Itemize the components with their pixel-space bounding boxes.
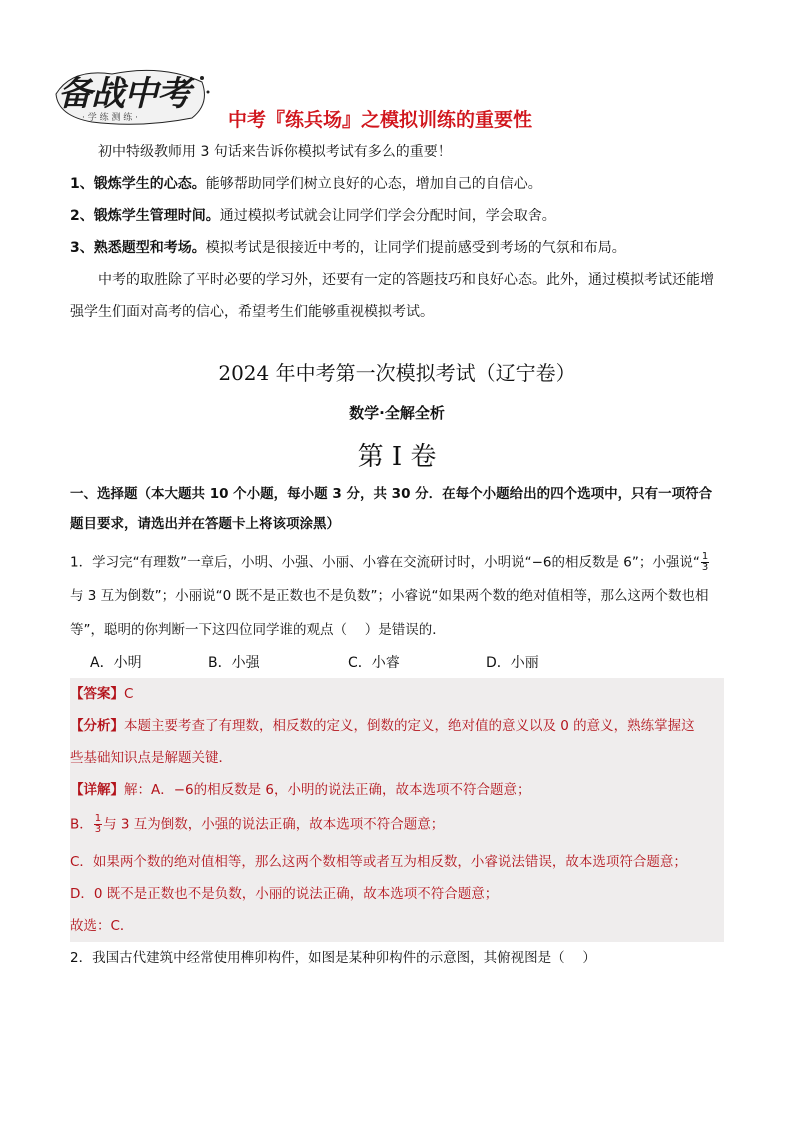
q1-line1-text: 1．学习完“有理数”一章后，小明、小强、小丽、小睿在交流研讨时，小明说“−6的相反数是 6”；小强说“ — [70, 554, 700, 571]
fraction-numerator: 1 — [701, 551, 709, 562]
answer-line — [70, 684, 133, 704]
logo — [52, 64, 212, 128]
detail-line-a — [70, 780, 531, 800]
detail-b-text: 与 3 互为倒数，小强的说法正确，故本选项不符合题意； — [103, 816, 445, 833]
analysis-line2: 些基础知识点是解题关键． — [70, 750, 232, 766]
promo-point-head: 2、锻炼学生管理时间。 — [70, 208, 220, 224]
promo-point-3 — [70, 238, 626, 258]
promo-outro-line1: 中考的取胜除了平时必要的学习外，还要有一定的答题技巧和良好心态。此外，通过模拟考试还能增 — [98, 272, 714, 288]
promo-point-head: 3、熟悉题型和考场。 — [70, 240, 206, 256]
analysis-label: 【分析】 — [70, 718, 124, 734]
promo-point-body: 通过模拟考试就会让同学们学会分配时间，学会取舍。 — [219, 208, 556, 224]
exam-subject: 数学·全解全析 — [349, 404, 445, 422]
section1-line2: 题目要求，请选出并在答题卡上将该项涂黑） — [70, 516, 340, 532]
detail-line-c: C．如果两个数的绝对值相等，那么这两个数相等或者互为相反数，小睿说法错误，故本选项符合题意； — [70, 854, 687, 870]
detail-text: 解：A．−6的相反数是 6，小明的说法正确，故本选项不符合题意； — [124, 782, 531, 798]
fraction-denominator: 3 — [701, 562, 709, 573]
exam-title: 2024 年中考第一次模拟考试（辽宁卷） — [218, 361, 576, 385]
q2-text: 2．我国古代建筑中经常使用榫卯构件，如图是某种卯构件的示意图，其俯视图是（ ） — [70, 950, 596, 966]
q1-option-b[interactable]: B．小强 — [208, 655, 260, 671]
detail-b-prefix: B． — [70, 816, 93, 833]
fraction-denominator: 3 — [94, 824, 102, 835]
q1-option-c[interactable]: C．小睿 — [348, 655, 400, 671]
logo-text: 备战中考 — [58, 74, 190, 114]
answer-value: C — [124, 686, 134, 702]
detail-line-d: D．0 既不是正数也不是负数，小丽的说法正确，故本选项不符合题意； — [70, 886, 499, 902]
promo-point-body: 能够帮助同学们树立良好的心态，增加自己的自信心。 — [205, 176, 542, 192]
promo-outro-line2: 强学生们面对高考的信心，希望考生们能够重视模拟考试。 — [70, 304, 434, 320]
q1-option-d[interactable]: D．小丽 — [486, 655, 539, 671]
logo-subtext: · 学 练 测 练 · — [82, 113, 139, 123]
detail-line-b — [70, 814, 444, 835]
answer-label: 【答案】 — [70, 686, 124, 702]
promo-title: 中考『练兵场』之模拟训练的重要性 — [228, 109, 533, 131]
detail-label: 【详解】 — [70, 782, 124, 798]
promo-point-body: 模拟考试是很接近中考的，让同学们提前感受到考场的气氛和布局。 — [205, 240, 626, 256]
analysis-text: 本题主要考查了有理数，相反数的定义，倒数的定义，绝对值的意义以及 0 的意义，熟练掌握这 — [124, 718, 695, 734]
promo-point-head: 1、锻炼学生的心态。 — [70, 176, 206, 192]
promo-point-2 — [70, 206, 556, 226]
detail-b-fraction — [94, 814, 102, 835]
q1-line2: 与 3 互为倒数”；小丽说“0 既不是正数也不是负数”；小睿说“如果两个数的绝对值相等，那么这两个数也相 — [70, 588, 709, 604]
fraction-numerator: 1 — [94, 813, 102, 824]
q1-option-a[interactable]: A．小明 — [90, 655, 142, 671]
promo-point-1 — [70, 174, 542, 194]
exam-volume: 第 I 卷 — [357, 442, 437, 472]
q1-line3: 等”，聪明的你判断一下这四位同学谁的观点（ ）是错误的． — [70, 622, 446, 638]
analysis-line1 — [70, 716, 695, 736]
choose-line: 故选：C． — [70, 918, 134, 934]
q1-line1 — [70, 552, 710, 573]
q1-fraction — [701, 552, 709, 573]
section1-line1: 一、选择题（本大题共 10 个小题，每小题 3 分，共 30 分．在每个小题给出的四个选项中，只有一项符合 — [70, 486, 713, 502]
promo-intro: 初中特级教师用 3 句话来告诉你模拟考试有多么的重要！ — [98, 144, 452, 160]
